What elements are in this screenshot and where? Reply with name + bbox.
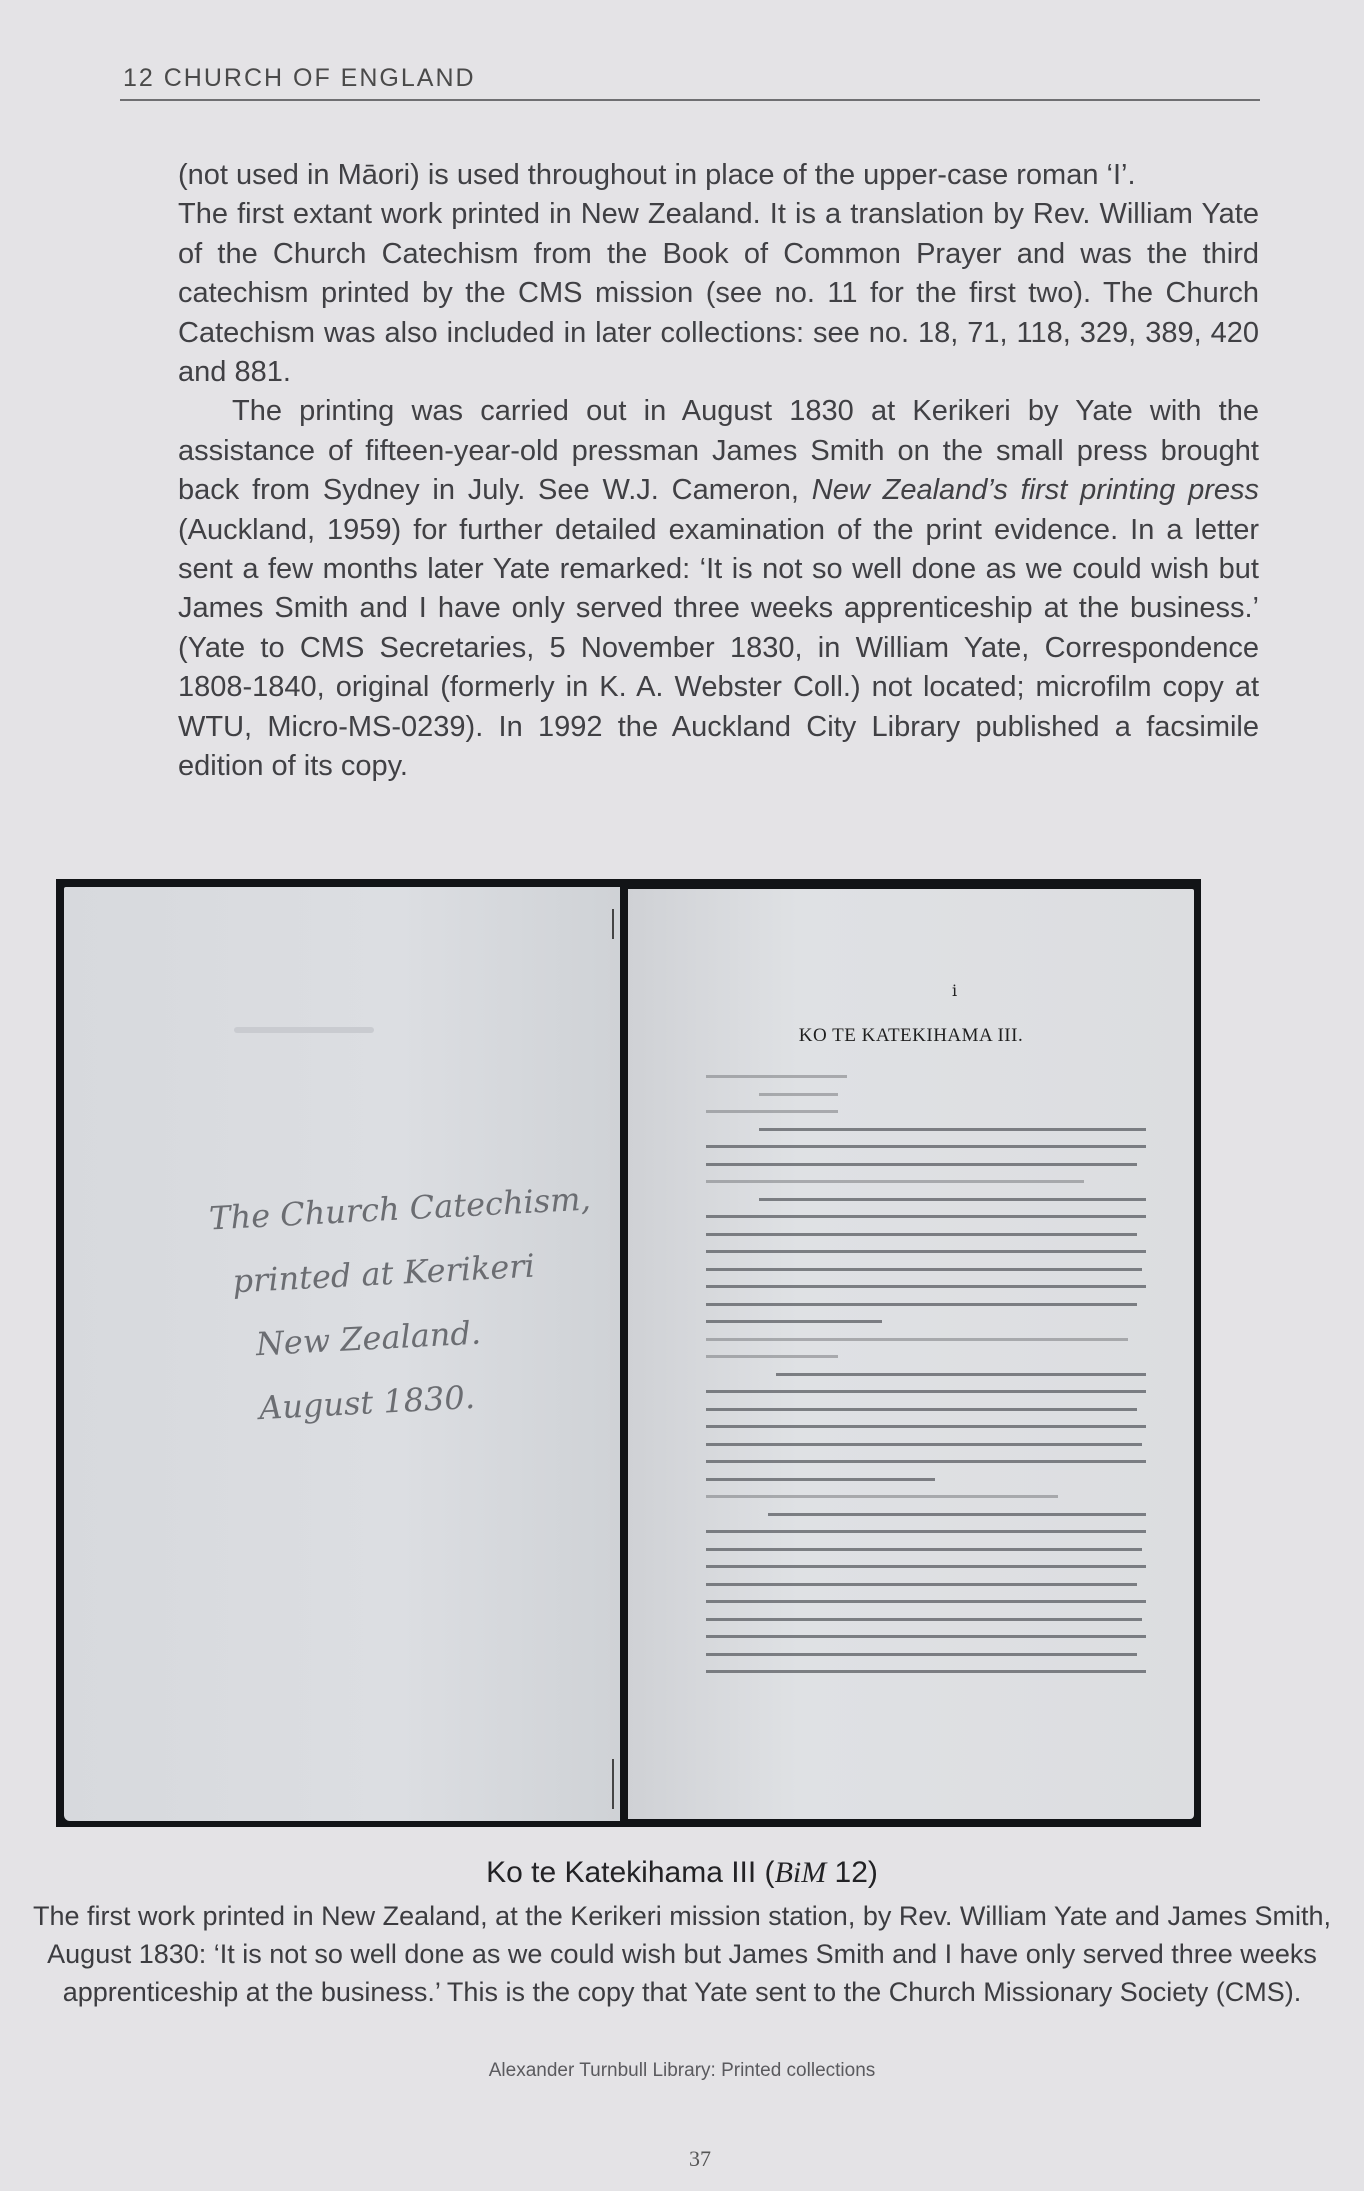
printed-line (706, 1250, 1146, 1253)
printed-line (706, 1495, 1058, 1498)
handwriting-line-3: New Zealand. (254, 1313, 482, 1364)
handwritten-inscription (208, 1168, 592, 1442)
book-title-italic: New Zealand’s first printing press (811, 474, 1259, 507)
printed-title: KO TE KATEKIHAMA III. (798, 1025, 1024, 1046)
printed-line (706, 1233, 1137, 1236)
printed-line (706, 1548, 1142, 1551)
printed-line (706, 1338, 1128, 1341)
printed-line (706, 1180, 1084, 1183)
printed-line (706, 1635, 1146, 1638)
printed-page-numeral: i (952, 981, 958, 1000)
printed-line (759, 1198, 1146, 1201)
printed-line (706, 1390, 1146, 1393)
caption-title-part-a: Ko te Katekihama III ( (486, 1856, 775, 1889)
spine-shadow (612, 1759, 614, 1809)
printed-line (706, 1408, 1137, 1411)
right-leaf (628, 889, 1194, 1819)
spine-shadow (612, 909, 614, 939)
body-text (178, 156, 1259, 787)
printed-line (706, 1163, 1137, 1166)
paragraph-printing-part-a: The printing was carried out in August 1830 at Kerikeri by Yate with the assistance of fifteen-year-old pressman James Smith on the small press brought back from Sydney in July. See W.J. Cameron, (178, 395, 1259, 507)
paragraph-printing (178, 392, 1259, 786)
printed-line (759, 1128, 1146, 1131)
printed-line (706, 1425, 1146, 1428)
printed-line (706, 1670, 1146, 1673)
printed-line (706, 1075, 847, 1078)
running-head: 12 CHURCH OF ENGLAND (123, 64, 476, 92)
paragraph-description: The first extant work printed in New Zealand. It is a translation by Rev. William Yate of the Church Catechism from the Book of Common Prayer and was the third catechism printed by the CMS mission (see no. 11 for the first two). The Church Catechism was also included in later collections: see no. 18, 71, 118, 329, 389, 420 and 881. (178, 198, 1259, 389)
printed-line (706, 1600, 1146, 1603)
handwriting-line-4: August 1830. (258, 1377, 476, 1428)
header-rule (120, 99, 1260, 101)
paragraph-printing-part-b: (Auckland, 1959) for further detailed examination of the print evidence. In a letter sent a few months later Yate remarked: ‘It is not so well done as we could wish but James Smith and I have only served three weeks apprenticeship at the business.’ (Yate to CMS Secretaries, 5 November 1830, in William Yate, Correspondence 1808-1840, original (formerly in K. A. Webster Coll.) not located; microfilm copy at WTU, Micro-MS-0239). In 1992 the Auckland City Library published a facsimile edition of its copy. (178, 513, 1259, 783)
handwriting-line-2: printed at Kerikeri (231, 1246, 536, 1301)
printed-line (706, 1565, 1146, 1568)
left-leaf (64, 887, 620, 1821)
paragraph-continuation: (not used in Māori) is used throughout in place of the upper-case roman ‘I’. (178, 159, 1136, 191)
printed-line (706, 1303, 1137, 1306)
printed-line (706, 1478, 935, 1481)
printed-line (706, 1320, 882, 1323)
printed-line (706, 1460, 1146, 1463)
printed-line (706, 1110, 838, 1113)
handwriting-line-1: The Church Catechism, (208, 1179, 592, 1238)
printed-line (706, 1355, 838, 1358)
caption-title-part-b: 12) (826, 1856, 878, 1889)
printed-line (768, 1513, 1146, 1516)
printed-line (706, 1618, 1142, 1621)
printed-line (706, 1653, 1137, 1656)
caption-title (0, 1856, 1364, 1890)
page-number: 37 (689, 2146, 711, 2171)
caption-text: The first work printed in New Zealand, at the Kerikeri mission station, by Rev. William Yate and James Smith, August 1830: ‘It is not so well done as we could wish but James Smith and I have only served three weeks apprenticeship at the business.’ This is the copy that Yate sent to the Church Missionary Society (CMS). (32, 1901, 1331, 2007)
printed-line (759, 1093, 838, 1096)
caption-title-italic: BiM (774, 1856, 827, 1889)
image-credit: Alexander Turnbull Library: Printed collections (488, 2060, 876, 2081)
printed-line (706, 1268, 1142, 1271)
printed-line (706, 1215, 1146, 1218)
printed-line (776, 1373, 1146, 1376)
printed-line (706, 1145, 1146, 1148)
printed-line (706, 1530, 1146, 1533)
printed-line (706, 1443, 1142, 1446)
printed-line (706, 1285, 1146, 1288)
faint-pencil-mark (234, 1027, 374, 1033)
facsimile-photo (56, 879, 1201, 1827)
printed-line (706, 1583, 1137, 1586)
printed-text-block (706, 1075, 1146, 1688)
